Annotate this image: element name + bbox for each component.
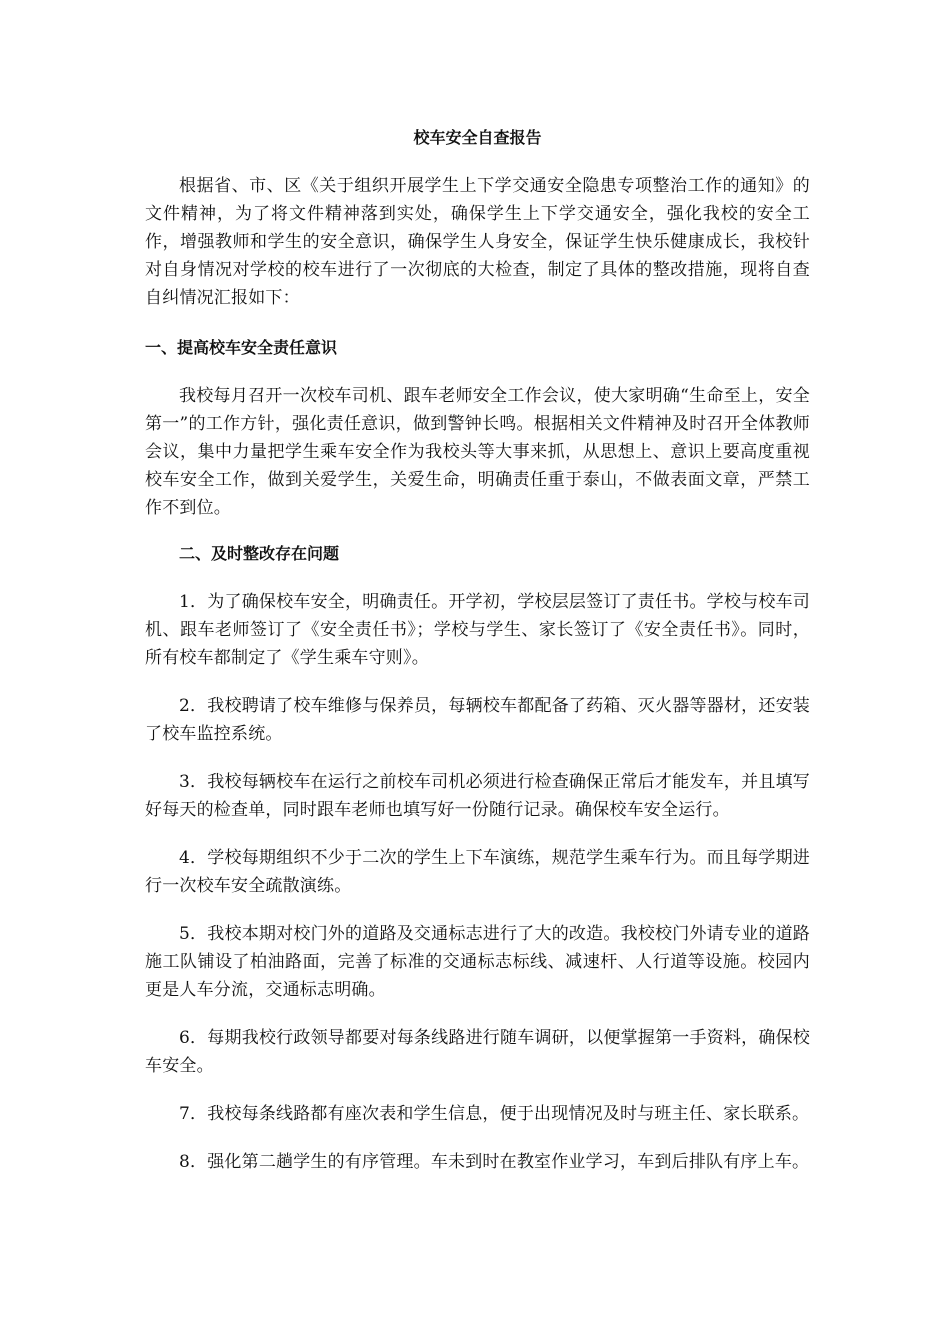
section-2-heading: 二、及时整改存在问题 — [179, 544, 340, 563]
document-title: 校车安全自查报告 — [413, 128, 542, 147]
list-item: 7．我校每条线路都有座次表和学生信息，便于出现情况及时与班主任、家长联系。 — [179, 1104, 810, 1124]
list-item: 2．我校聘请了校车维修与保养员，每辆校车都配备了药箱、灭火器等器材，还安装了校车监控系统。 — [145, 696, 810, 744]
list-item: 8．强化第二趟学生的有序管理。车未到时在教室作业学习，车到后排队有序上车。 — [179, 1152, 810, 1172]
list-item: 6．每期我校行政领导都要对每条线路进行随车调研，以便掌握第一手资料，确保校车安全。 — [145, 1028, 810, 1076]
list-item: 5．我校本期对校门外的道路及交通标志进行了大的改造。我校校门外请专业的道路施工队铺设了柏油路面，完善了标准的交通标志标线、减速杆、人行道等设施。校园内更是人车分流，交通标志明确。 — [145, 924, 810, 1000]
section-1-heading: 一、提高校车安全责任意识 — [145, 338, 338, 357]
document-body — [145, 124, 810, 1196]
intro-paragraph: 根据省、市、区《关于组织开展学生上下学交通安全隐患专项整治工作的通知》的文件精神，为了将文件精神落到实处，确保学生上下学交通安全，强化我校的安全工作，增强教师和学生的安全意识，确保学生人身安全，保证学生快乐健康成长，我校针对自身情况对学校的校车进行了一次彻底的大检查，制定了具体的整改措施，现将自查自纠情况汇报如下： — [145, 176, 810, 308]
list-item: 4．学校每期组织不少于二次的学生上下车演练，规范学生乘车行为。而且每学期进行一次校车安全疏散演练。 — [145, 848, 810, 896]
section-1-paragraph: 我校每月召开一次校车司机、跟车老师安全工作会议，使大家明确“生命至上，安全第一”的工作方针，强化责任意识，做到警钟长鸣。根据相关文件精神及时召开全体教师会议，集中力量把学生乘车安全作为我校头等大事来抓，从思想上、意识上要高度重视校车安全工作，做到关爱学生，关爱生命，明确责任重于泰山，不做表面文章，严禁工作不到位。 — [145, 386, 810, 518]
list-item: 3．我校每辆校车在运行之前校车司机必须进行检查确保正常后才能发车，并且填写好每天的检查单，同时跟车老师也填写好一份随行记录。确保校车安全运行。 — [145, 772, 810, 820]
list-item: 1．为了确保校车安全，明确责任。开学初，学校层层签订了责任书。学校与校车司机、跟车老师签订了《安全责任书》；学校与学生、家长签订了《安全责任书》。同时，所有校车都制定了《学生乘车守则》。 — [145, 592, 810, 668]
